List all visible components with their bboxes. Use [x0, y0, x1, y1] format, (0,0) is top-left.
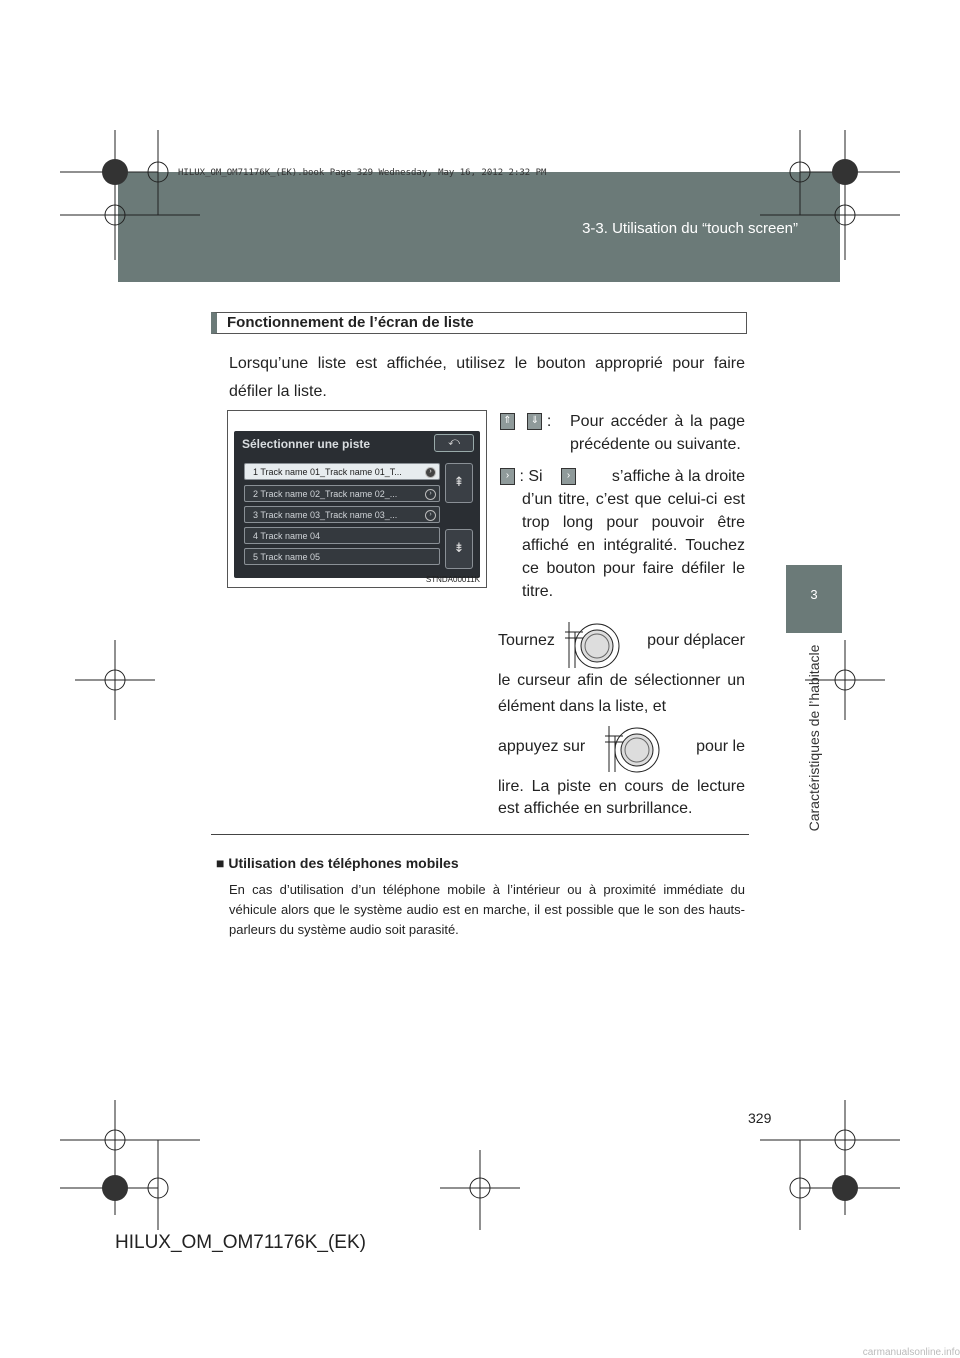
- document-code: HILUX_OM_OM71176K_(EK): [115, 1232, 366, 1253]
- divider: [211, 834, 749, 835]
- double-chevron-down-icon: ⇓: [527, 413, 542, 430]
- track-item[interactable]: 2 Track name 02_Track name 02_... ›: [244, 485, 440, 502]
- track-item[interactable]: 5 Track name 05: [244, 548, 440, 565]
- track-item[interactable]: 1 Track name 01_Track name 01_T... ›: [244, 463, 440, 480]
- chevron-right-icon[interactable]: ›: [425, 489, 436, 500]
- tune-knob-icon: [563, 616, 625, 670]
- back-button[interactable]: ⤺: [434, 434, 474, 452]
- section-title: Fonctionnement de l’écran de liste: [227, 314, 474, 331]
- tournez-text: Tournez: [498, 632, 555, 649]
- section-header: 3-3. Utilisation du “touch screen”: [582, 220, 798, 237]
- screen-title: Sélectionner une piste: [242, 437, 371, 451]
- page-down-button[interactable]: ⇟: [445, 529, 473, 569]
- intro-paragraph: Lorsqu’une liste est affichée, utilisez le bouton approprié pour faire défiler la liste.: [229, 355, 745, 400]
- figure-code: STNDA00011K: [425, 575, 480, 584]
- site-watermark: carmanualsonline.info: [862, 1347, 960, 1358]
- track-item[interactable]: 4 Track name 04: [244, 527, 440, 544]
- chevron-right-icon: ›: [500, 468, 515, 485]
- section-title-box: [211, 312, 747, 334]
- appuyez-text: appuyez sur: [498, 738, 586, 755]
- chevron-right-icon[interactable]: ›: [425, 510, 436, 521]
- tune-knob-press-icon: [603, 720, 665, 774]
- scroll-title-text-2: d’un titre, c’est que celui-ci est trop long pour pouvoir être affiché en intégralité. Touchez ce bouton pour faire défiler le titre.: [522, 491, 745, 600]
- knob-end-text: lire. La piste en cours de lecture est affichée en surbrillance.: [498, 778, 745, 817]
- page-buttons-text: Pour accéder à la page précédente ou suivante.: [570, 413, 745, 453]
- knob-middle-text: le curseur afin de sélectionner un élément dans la liste, et: [498, 672, 745, 715]
- book-print-line: HILUX_OM_OM71176K_(EK).book Page 329 Wednesday, May 16, 2012 2:32 PM: [178, 168, 547, 178]
- chapter-tab: [786, 633, 842, 843]
- page-number: 329: [748, 1110, 772, 1126]
- note-body: En cas d’utilisation d’un téléphone mobile à l’intérieur ou à proximité immédiate du véhicule alors que le système audio est en marche, il est possible que le son des hauts-parleurs du système audio soit parasité.: [229, 882, 745, 937]
- note-title: ■ Utilisation des téléphones mobiles: [216, 855, 459, 871]
- chevron-right-icon: ›: [561, 468, 576, 485]
- chevron-right-icon[interactable]: ›: [425, 467, 436, 478]
- touch-screen: [234, 431, 480, 578]
- chapter-tab-number: 3: [786, 565, 842, 633]
- scroll-title-text-1: s’affiche à la droite: [611, 468, 745, 485]
- chapter-tab-label: Caractéristiques de l’habitacle: [806, 644, 822, 832]
- pour-le-text: pour le: [696, 738, 745, 755]
- square-bullet-icon: ■: [216, 855, 225, 871]
- screen-figure: [227, 410, 487, 588]
- page-up-button[interactable]: ⇞: [445, 463, 473, 503]
- double-chevron-up-icon: ⇑: [500, 413, 515, 430]
- pour-deplacer-text: pour déplacer: [647, 632, 745, 649]
- track-item[interactable]: 3 Track name 03_Track name 03_... ›: [244, 506, 440, 523]
- scroll-title-definition: › : Si ›: [500, 465, 746, 488]
- page-buttons-definition: ⇑ ⇓ :: [500, 410, 746, 433]
